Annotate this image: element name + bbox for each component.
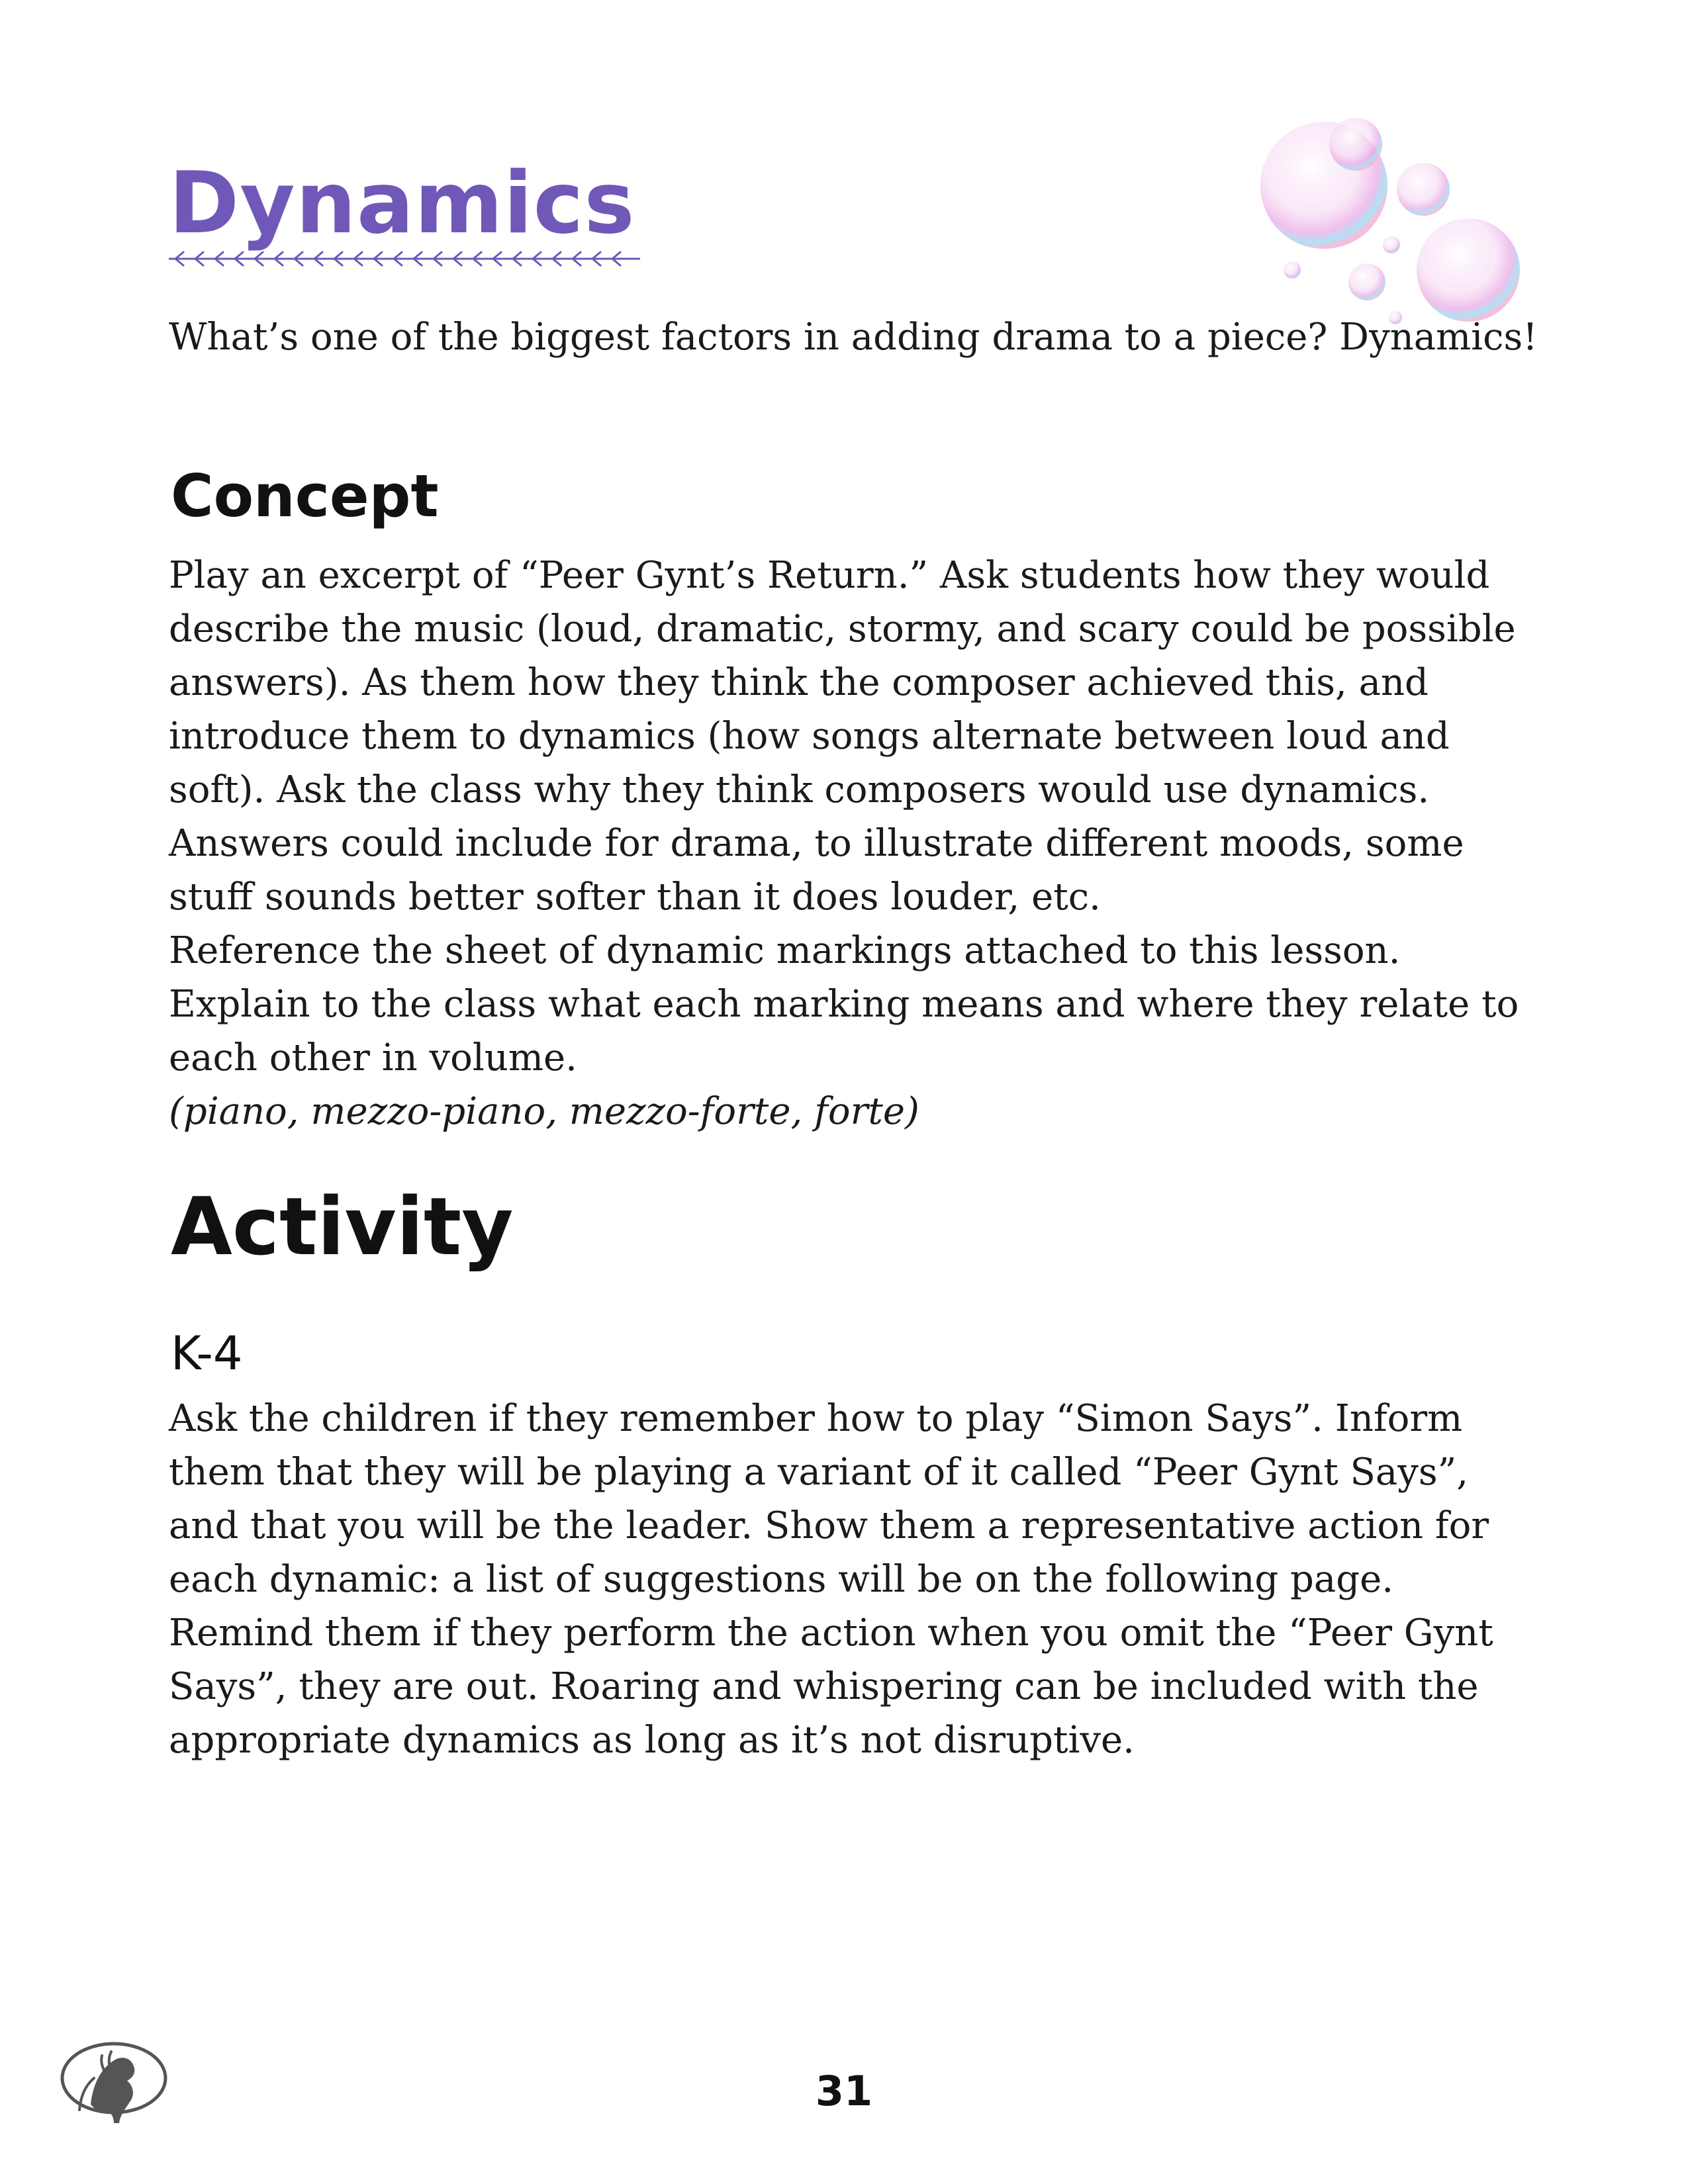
concept-paragraph: Play an excerpt of “Peer Gynt’s Return.” Ask students how they would describe the music (loud, dramatic, stormy, and scary could be possible answers). As them how they think the composer achieved this, and introduce them to dynamics (how songs alternate between loud and soft). Ask the class why they think composers would use dynamics. Answers could include for drama, to illustrate different moods, some stuff sounds better softer than it does louder, etc.: [169, 554, 1516, 919]
concept-paragraph: Reference the sheet of dynamic markings attached to this lesson. Explain to the class what each marking means and where they relate to each other in volume.: [169, 929, 1519, 1079]
leaf-vine-divider-icon: [169, 249, 640, 269]
grade-level-heading: K-4: [171, 1326, 243, 1381]
page-title: Dynamics: [169, 154, 635, 253]
activity-paragraph: Ask the children if they remember how to play “Simon Says”. Inform them that they will be playing a variant of it called “Peer Gynt Says”, and that you will be the leader. Show them a representative action for each dynamic: a list of suggestions will be on the following page. Remind them if they perform the action when you omit the “Peer Gynt Says”, they are out. Roaring and whispering can be included with the appropriate dynamics as long as it’s not disruptive.: [169, 1397, 1493, 1762]
troll-silhouette-logo-icon: [41, 2032, 173, 2131]
activity-heading: Activity: [171, 1181, 514, 1273]
concept-heading: Concept: [171, 462, 439, 530]
soap-bubbles-icon: [1244, 106, 1536, 344]
dynamic-markings-list: (piano, mezzo-piano, mezzo-forte, forte): [169, 1090, 919, 1133]
page-number: 31: [815, 2067, 873, 2115]
intro-text: What’s one of the biggest factors in adding drama to a piece? Dynamics!: [169, 316, 1538, 359]
